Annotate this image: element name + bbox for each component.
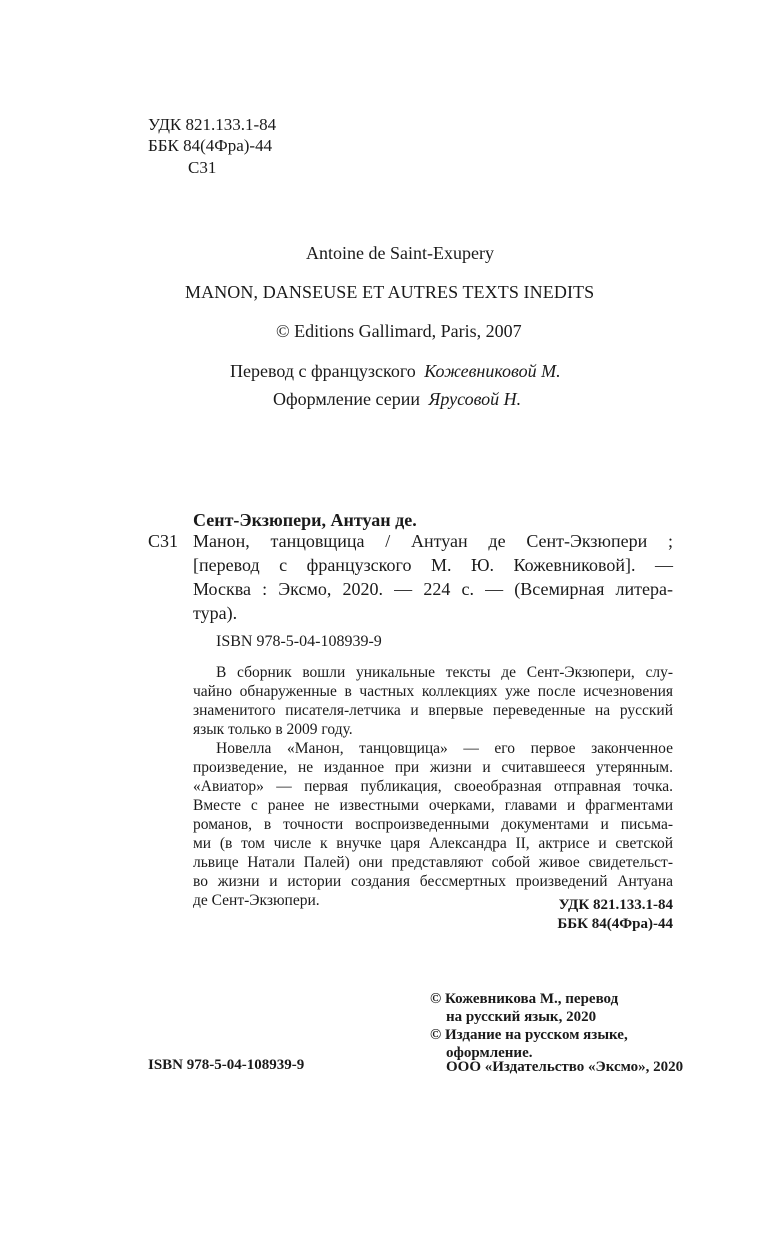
record-line: Москва : Эксмо, 2020. — 224 с. — (Всемирная литера- (193, 579, 673, 599)
author-mark: С31 (188, 158, 217, 177)
annotation-line: язык только в 2009 году. (193, 721, 353, 738)
original-copyright: © Editions Gallimard, Paris, 2007 (276, 321, 522, 341)
record-mark: С31 (148, 531, 179, 551)
bbk-code: ББК 84(4Фра)-44 (148, 136, 273, 155)
copyright-line: © Издание на русском языке, (430, 1027, 628, 1043)
copyright-line: ООО «Издательство «Эксмо», 2020 (446, 1059, 684, 1075)
annotation-line: чайно обнаруженные в частных коллекциях уже после исчезновения (193, 683, 673, 700)
translation-credit (230, 360, 561, 382)
annotation-line: произведение, не изданное при жизни и считавшееся утерянным. (193, 759, 673, 776)
translation-label: Перевод с французского (230, 361, 416, 381)
record-line: тура). (193, 603, 238, 623)
copyright-line: © Кожевникова М., перевод (430, 991, 619, 1007)
translation-name: Кожевниковой М. (424, 361, 561, 381)
annotation-line: В сборник вошли уникальные тексты де Сент-Экзюпери, слу- (216, 664, 673, 681)
annotation-udk: УДК 821.133.1-84 (558, 897, 673, 913)
annotation-line: романов, в точности воспроизведенными документами и письма- (193, 816, 673, 833)
copyright-line: на русский язык, 2020 (446, 1009, 597, 1025)
original-title: MANON, DANSEUSE ET AUTRES TEXTS INEDITS (185, 282, 595, 302)
design-label: Оформление серии (273, 389, 420, 409)
copyright-line: оформление. (446, 1045, 533, 1061)
original-author: Antoine de Saint-Exupery (306, 243, 494, 263)
annotation-line: «Авиатор» — первая публикация, своеобразная отправная точка. (193, 778, 673, 795)
design-credit (273, 388, 521, 410)
design-name: Ярусовой Н. (428, 389, 522, 409)
udk-code: УДК 821.133.1-84 (148, 115, 277, 134)
annotation-line: ми (в том числе к внучке царя Александра II, актрисе и светской (193, 835, 673, 852)
annotation-line: львице Натали Палей) они представляют собой живое свидетельст- (193, 854, 673, 871)
record-isbn: ISBN 978-5-04-108939-9 (216, 633, 382, 650)
footer-isbn: ISBN 978-5-04-108939-9 (148, 1057, 305, 1073)
record-line: Манон, танцовщица / Антуан де Сент-Экзюпери ; (193, 531, 673, 551)
annotation-line: знаменитого писателя-летчика и впервые переведенные на русский (193, 702, 673, 719)
record-heading: Сент-Экзюпери, Антуан де. (193, 510, 417, 530)
annotation-line: Новелла «Манон, танцовщица» — его первое законченное (216, 740, 673, 757)
annotation-line: во жизни и истории создания бессмертных произведений Антуана (193, 873, 673, 890)
annotation-line: де Сент-Экзюпери. (193, 892, 320, 909)
annotation-line: Вместе с ранее не известными очерками, главами и фрагментами (193, 797, 673, 814)
annotation-bbk: ББК 84(4Фра)-44 (557, 916, 673, 932)
record-line: [перевод с французского М. Ю. Кожевниковой]. — (193, 555, 673, 575)
